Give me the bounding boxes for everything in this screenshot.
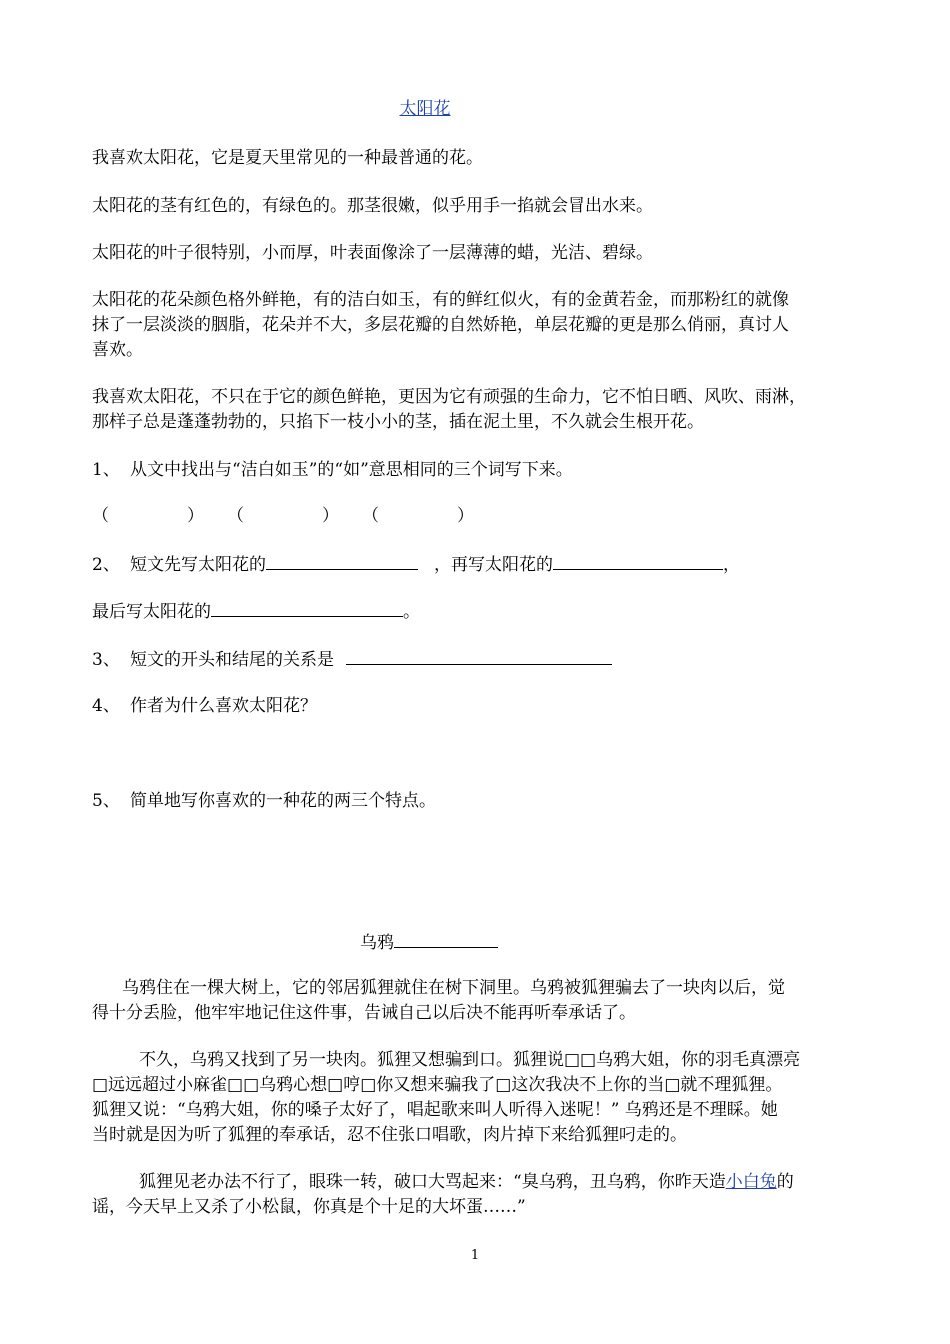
paragraph-line: 得十分丢脸，他牢牢地记住这件事，告诫自己以后决不能再听奉承话了。 bbox=[92, 1003, 636, 1023]
paragraph: 太阳花的叶子很特别，小而厚，叶表面像涂了一层薄薄的蜡，光洁、碧绿。 bbox=[92, 243, 653, 263]
answer-blank[interactable] bbox=[346, 646, 612, 665]
paragraph-line: 不久，乌鸦又找到了另一块肉。狐狸又想骗到口。狐狸说□□乌鸦大姐，你的羽毛真漂亮 bbox=[139, 1050, 801, 1070]
answer-slot[interactable]: （ ） bbox=[92, 506, 204, 526]
answer-blank[interactable] bbox=[266, 551, 418, 570]
paragraph-line: 乌鸦住在一棵大树上，它的邻居狐狸就住在树下洞里。乌鸦被狐狸骗去了一块肉以后，觉 bbox=[122, 978, 785, 998]
paragraph-line: 谣，今天早上又杀了小松鼠，你真是个十足的大坏蛋……” bbox=[92, 1197, 526, 1217]
question-text: 最后写太阳花的 bbox=[92, 602, 211, 622]
article-title-link[interactable]: 太阳花 bbox=[399, 99, 451, 119]
question-number: 3、 bbox=[92, 650, 120, 670]
paragraph-line: 当时就是因为听了狐狸的奉承话，忍不住张口唱歌，肉片掉下来给狐狸叼走的。 bbox=[92, 1125, 687, 1145]
question-text: 。 bbox=[403, 602, 420, 622]
question-2-continued bbox=[92, 598, 420, 625]
question-text: 短文的开头和结尾的关系是 bbox=[130, 650, 334, 670]
question-1 bbox=[92, 457, 573, 483]
question-number: 4、 bbox=[92, 696, 120, 716]
paragraph-line: 抹了一层淡淡的胭脂，花朵并不大，多层花瓣的自然娇艳，单层花瓣的更是那么俏丽，真讨人 bbox=[92, 315, 789, 335]
paragraph-line: □远远超过小麻雀□□乌鸦心想□哼□你又想来骗我了□这次我决不上你的当□就不理狐狸。 bbox=[92, 1075, 783, 1095]
article-title bbox=[0, 96, 850, 122]
question-number: 1、 bbox=[92, 460, 120, 480]
question-text: 简单地写你喜欢的一种花的两三个特点。 bbox=[130, 791, 436, 811]
paragraph-line: 我喜欢太阳花，不只在于它的颜色鲜艳，更因为它有顽强的生命力，它不怕日晒、风吹、雨淋， bbox=[92, 387, 806, 407]
question-text: ， bbox=[723, 555, 740, 575]
title-underline bbox=[394, 929, 498, 948]
answer-slot[interactable]: （ ） bbox=[227, 506, 339, 526]
answer-parentheses bbox=[92, 503, 497, 529]
question-3 bbox=[92, 646, 612, 673]
article-title bbox=[360, 929, 498, 956]
question-text: 短文先写太阳花的 bbox=[130, 555, 266, 575]
question-2 bbox=[92, 551, 740, 578]
question-number: 2、 bbox=[92, 555, 120, 575]
paragraph-text: 的 bbox=[776, 1172, 794, 1192]
answer-blank[interactable] bbox=[553, 551, 723, 570]
paragraph: 我喜欢太阳花，它是夏天里常见的一种最普通的花。 bbox=[92, 148, 483, 168]
paragraph-line: 狐狸又说：“乌鸦大姐，你的嗓子太好了，唱起歌来叫人听得入迷呢！” 乌鸦还是不理睬。她 bbox=[92, 1100, 778, 1120]
answer-blank[interactable] bbox=[211, 598, 403, 617]
question-5 bbox=[92, 788, 436, 814]
answer-slot[interactable]: （ ） bbox=[362, 506, 474, 526]
question-4 bbox=[92, 693, 317, 719]
paragraph-text: 狐狸见老办法不行了，眼珠一转，破口大骂起来：“臭乌鸦，丑乌鸦，你昨天造 bbox=[139, 1172, 726, 1192]
paragraph-line: 太阳花的花朵颜色格外鲜艳，有的洁白如玉，有的鲜红似火，有的金黄若金，而那粉红的就像 bbox=[92, 290, 789, 310]
question-text: 作者为什么喜欢太阳花？ bbox=[130, 696, 317, 716]
paragraph-line bbox=[139, 1169, 794, 1195]
article-title-text: 乌鸦 bbox=[360, 933, 394, 953]
question-text: 从文中找出与“洁白如玉”的“如”意思相同的三个词写下来。 bbox=[130, 460, 573, 480]
paragraph-line: 喜欢。 bbox=[92, 340, 143, 360]
paragraph: 太阳花的茎有红色的，有绿色的。那茎很嫩，似乎用手一掐就会冒出水来。 bbox=[92, 196, 653, 216]
page-number: 1 bbox=[470, 1248, 480, 1263]
question-text: ，再写太阳花的 bbox=[434, 555, 553, 575]
paragraph-line: 那样子总是蓬蓬勃勃的，只掐下一枝小小的茎，插在泥土里，不久就会生根开花。 bbox=[92, 412, 704, 432]
inline-link[interactable]: 小白兔 bbox=[725, 1172, 777, 1192]
question-number: 5、 bbox=[92, 791, 120, 811]
